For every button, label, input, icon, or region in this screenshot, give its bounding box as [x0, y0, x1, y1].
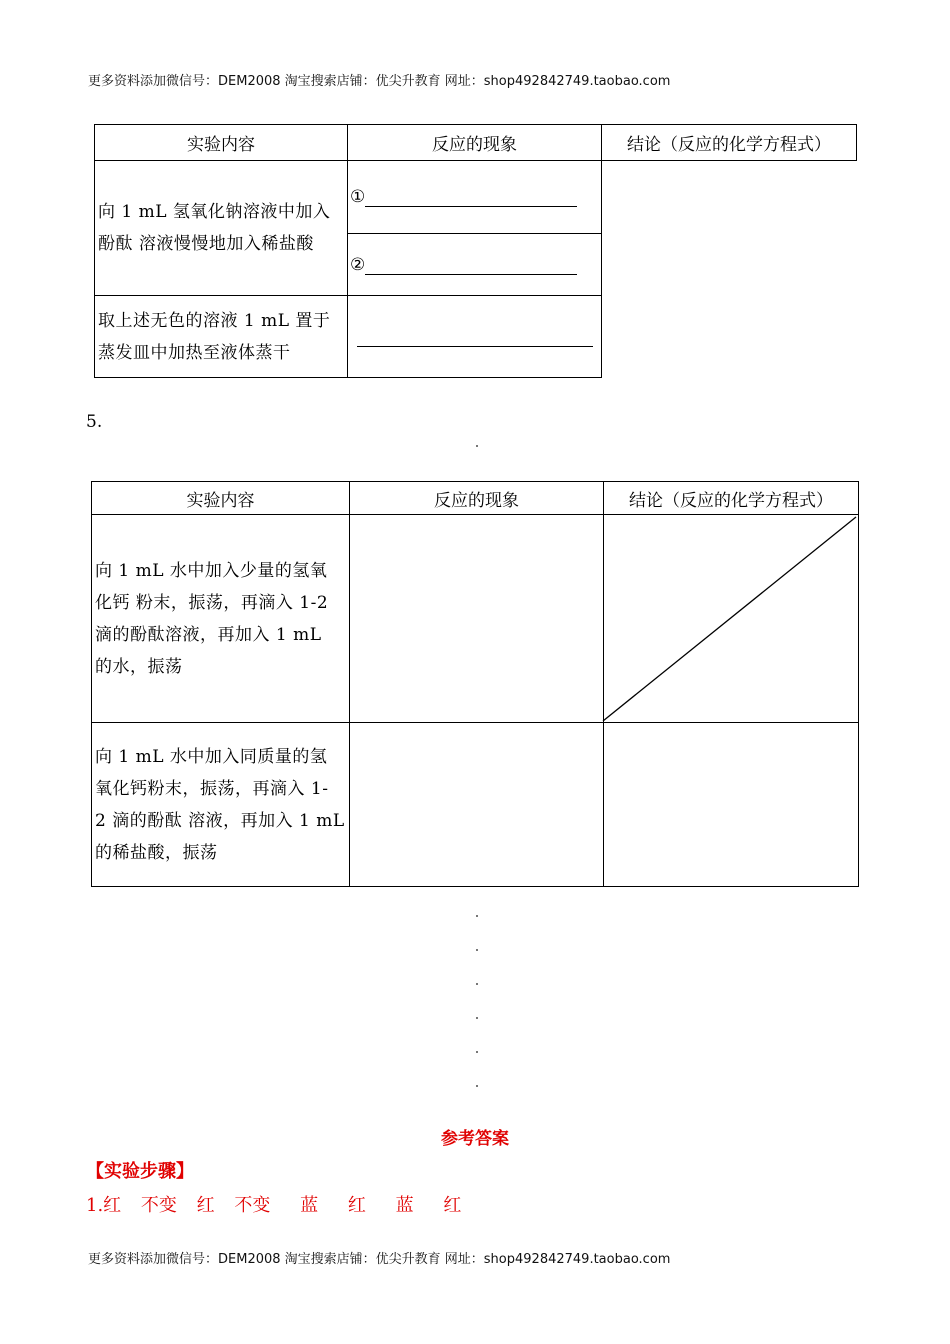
table2-row1-phenomenon — [350, 515, 604, 723]
table1-row1-line2: 酚酞 溶液慢慢地加入稀盐酸 — [98, 234, 314, 254]
table2-row2-line1: 向 1 mL 水中加入同质量的氢 — [95, 746, 328, 767]
table1-header-phenomenon: 反应的现象 — [348, 125, 602, 161]
page-header: 更多资料添加微信号：DEM2008 淘宝搜索店铺：优尖升教育 网址：shop492842749.taobao.com — [88, 74, 671, 89]
table2-row1-line2: 化钙 粉末，振荡，再滴入 1-2 — [95, 592, 329, 613]
answer-blank-2 — [365, 256, 577, 275]
table2-row2-line4: 的稀盐酸，振荡 — [95, 842, 218, 863]
table2-header-content: 实验内容 — [92, 482, 350, 515]
table1-row2-line1: 取上述无色的溶液 1 mL 置于 — [98, 310, 331, 331]
paragraph-mark — [476, 915, 478, 917]
table2-row1-line3: 滴的酚酞溶液，再加入 1 mL — [95, 624, 322, 645]
table1-row1-content — [95, 161, 348, 296]
table2-row2-conclusion — [604, 723, 859, 887]
answer-item: 不变 — [234, 1195, 271, 1216]
answer-item: 蓝 — [300, 1195, 319, 1216]
table2-header-phenomenon: 反应的现象 — [350, 482, 604, 515]
circled-one-mark: ① — [350, 187, 366, 207]
table2-header-conclusion: 结论（反应的化学方程式） — [604, 482, 859, 515]
table1-row2-content — [95, 296, 348, 378]
answer-line-1 — [86, 1191, 475, 1217]
answer-blank-3 — [357, 328, 593, 347]
answer-item: 蓝 — [395, 1195, 414, 1216]
answer-item: 红 — [347, 1195, 366, 1216]
question-number: 5. — [86, 412, 103, 432]
answer-item: 不变 — [140, 1195, 177, 1216]
table1-row1-line1: 向 1 mL 氢氧化钠溶液中加入 — [98, 202, 331, 222]
experiment-table-2 — [91, 481, 859, 887]
table1-header-conclusion: 结论（反应的化学方程式） — [602, 125, 857, 161]
answer-section-title: 【实验步骤】 — [86, 1161, 194, 1182]
table2-row1-conclusion — [604, 515, 859, 723]
paragraph-mark — [476, 949, 478, 951]
table1-row2-phenomenon — [348, 296, 602, 378]
paragraph-mark — [476, 1085, 478, 1087]
answer-item: 1.红 — [86, 1195, 122, 1216]
paragraph-mark — [476, 1017, 478, 1019]
table2-row2-line2: 氧化钙粉末，振荡，再滴入 1- — [95, 778, 329, 799]
answer-blank-1 — [365, 188, 577, 207]
experiment-table-1 — [94, 124, 857, 378]
table1-header-content: 实验内容 — [95, 125, 348, 161]
answer-item: 红 — [443, 1195, 462, 1216]
table1-conclusion-cell — [602, 161, 857, 378]
circled-two-mark: ② — [350, 254, 366, 275]
answer-item: 红 — [196, 1195, 215, 1216]
table2-row2-line3: 2 滴的酚酞 溶液，再加入 1 mL — [95, 810, 345, 831]
table2-row1-line4: 的水，振荡 — [95, 656, 183, 677]
paragraph-mark — [476, 445, 478, 447]
paragraph-mark — [476, 983, 478, 985]
table1-row2-line2: 蒸发皿中加热至液体蒸干 — [98, 342, 291, 363]
table2-row1-line1: 向 1 mL 水中加入少量的氢氧 — [95, 560, 328, 581]
table2-row2-content — [92, 723, 350, 887]
table1-row1-phenomenon-1 — [348, 161, 602, 234]
table2-row2-phenomenon — [350, 723, 604, 887]
answer-title: 参考答案 — [441, 1129, 509, 1149]
table2-row1-content — [92, 515, 350, 723]
table1-row1-phenomenon-2 — [348, 234, 602, 296]
page-footer: 更多资料添加微信号：DEM2008 淘宝搜索店铺：优尖升教育 网址：shop492842749.taobao.com — [88, 1252, 671, 1267]
paragraph-mark — [476, 1051, 478, 1053]
